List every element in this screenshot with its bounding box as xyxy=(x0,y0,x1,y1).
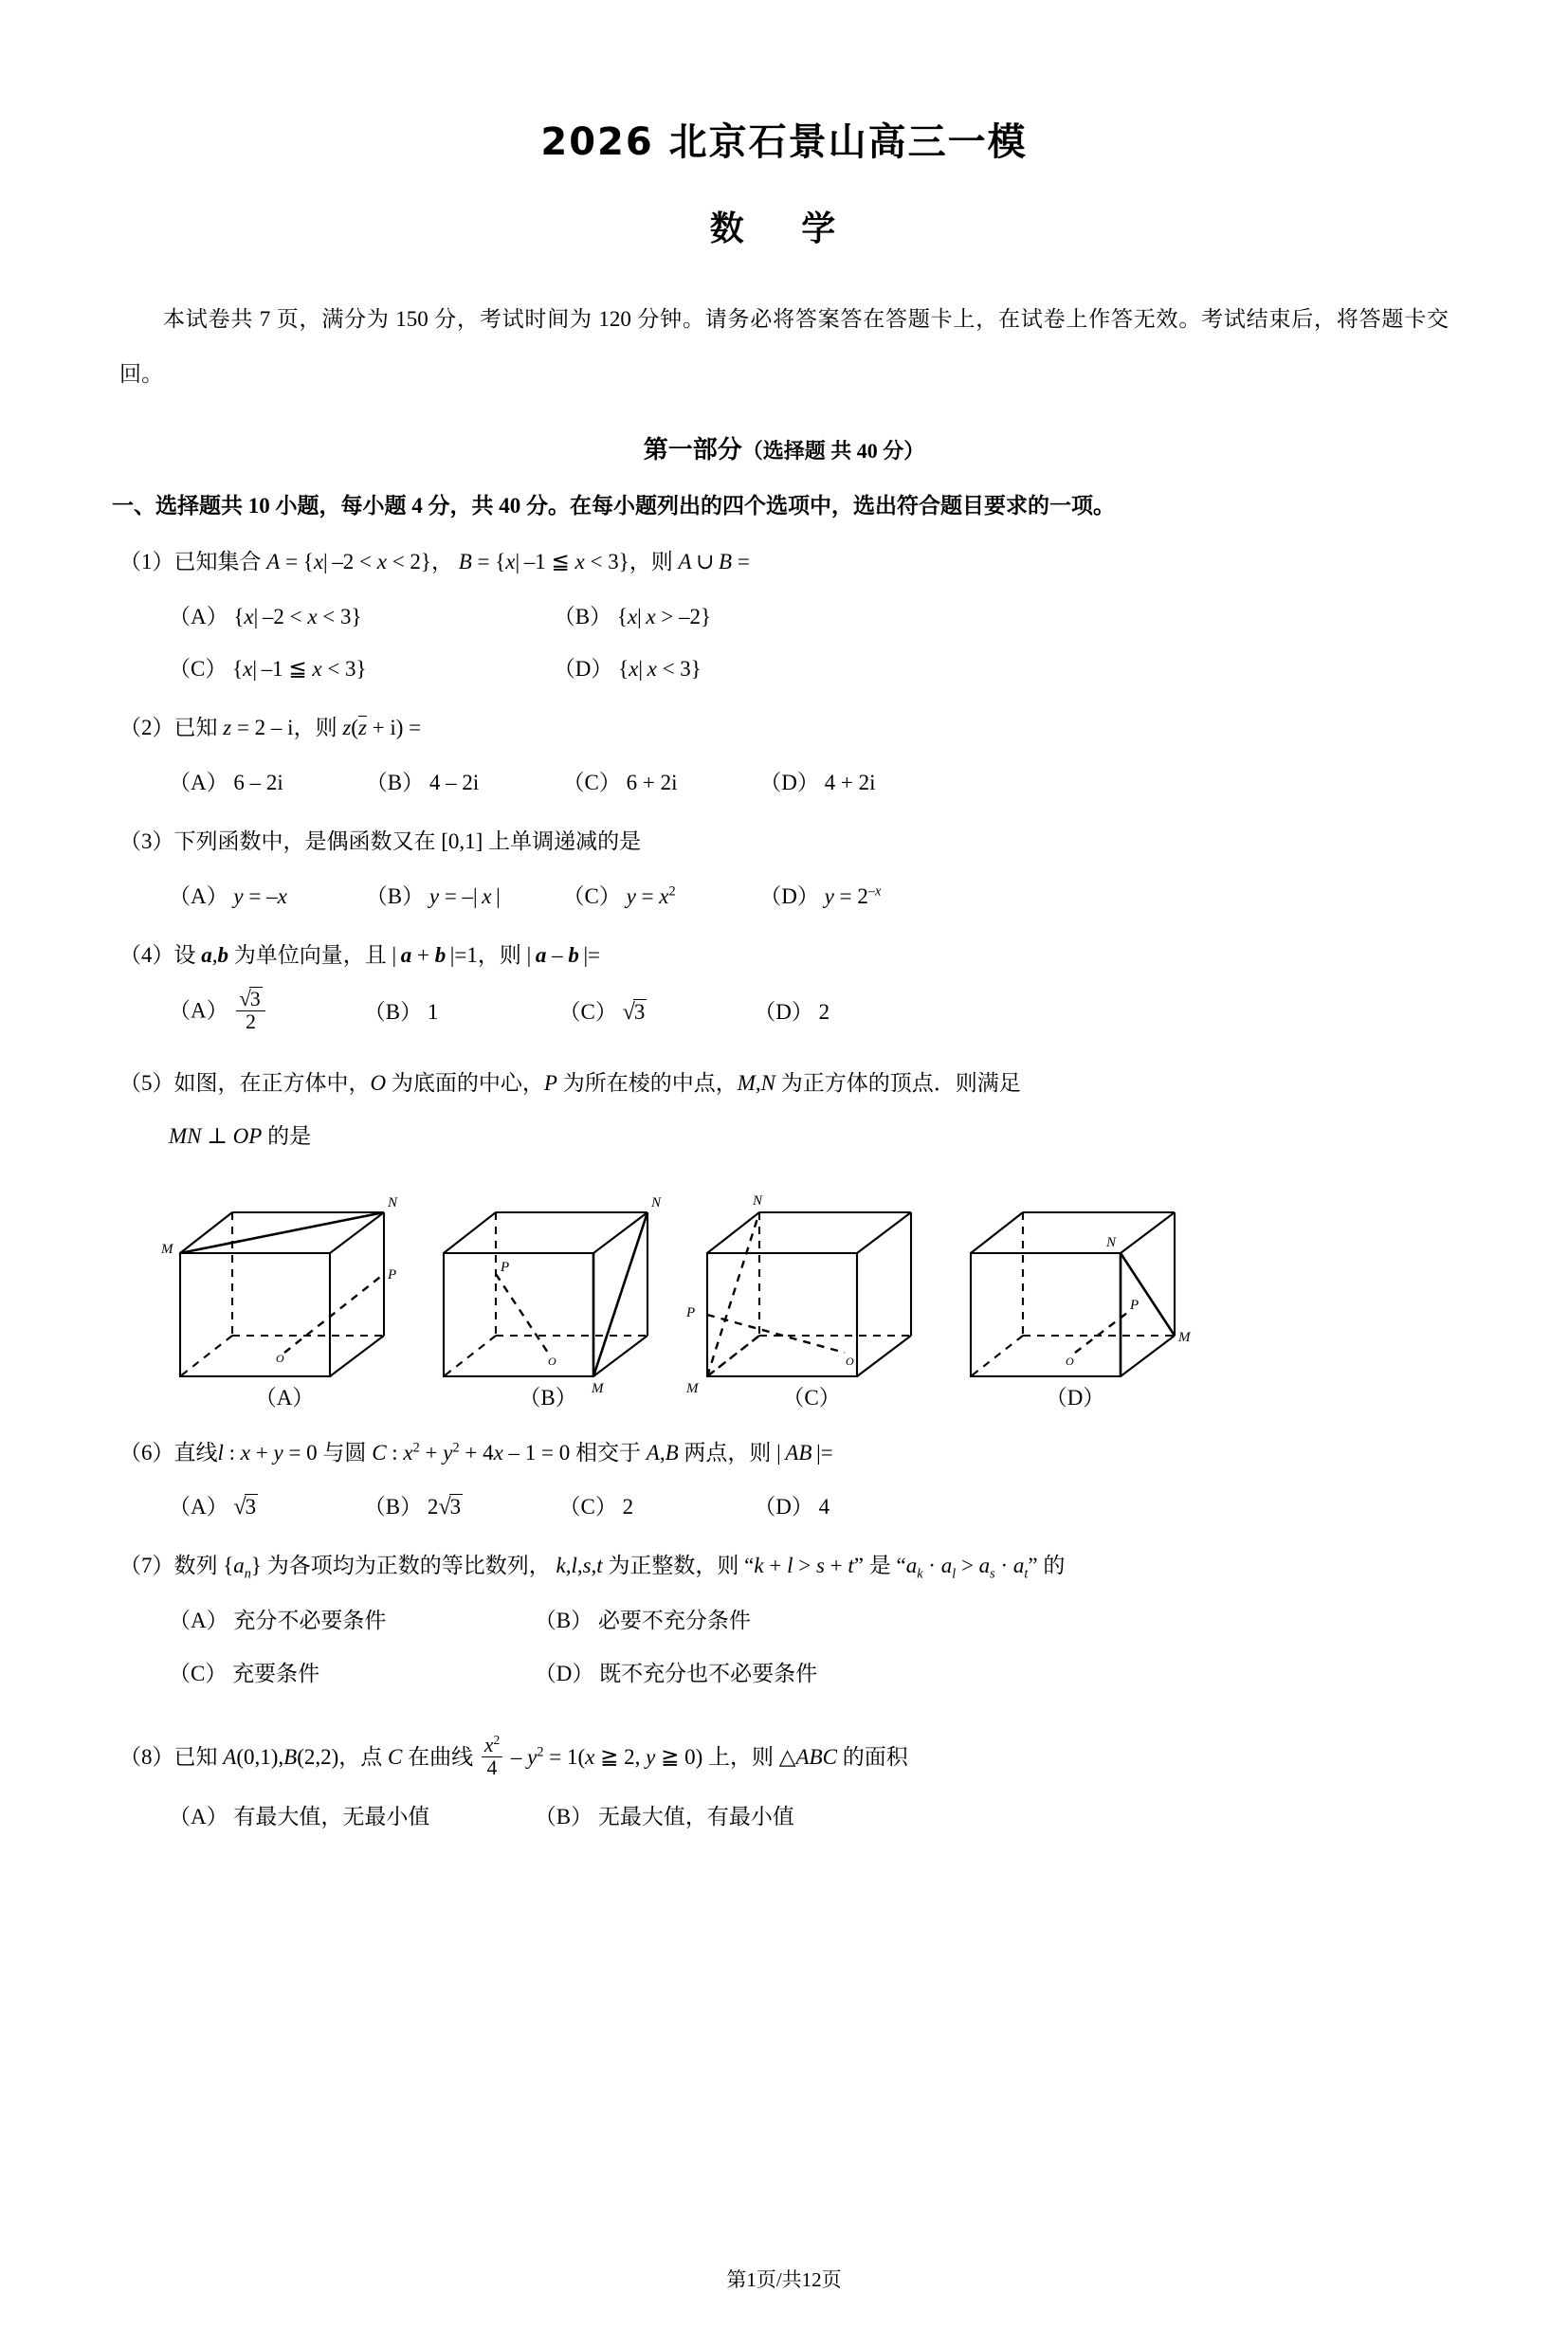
question-8 xyxy=(0,1732,1568,1836)
label-N: N xyxy=(388,1194,398,1210)
question-3-stem: （3）下列函数中，是偶函数又在 [0,1] 上单调递减的是 xyxy=(119,829,642,854)
option-7-C[interactable]: （C） 充要条件 xyxy=(169,1661,320,1685)
label-N: N xyxy=(753,1192,763,1209)
question-2-number: （2） xyxy=(119,716,174,740)
option-1-D[interactable]: （D） {x| x < 3} xyxy=(553,657,702,682)
label-M: M xyxy=(161,1241,173,1257)
option-2-C[interactable]: （C） 6 + 2i xyxy=(562,771,678,795)
label-N: N xyxy=(651,1194,662,1210)
option-7-B[interactable]: （B） 必要不充分条件 xyxy=(534,1609,751,1633)
question-5 xyxy=(0,1064,1568,1155)
option-2-D[interactable]: （D） 4 + 2i xyxy=(759,771,876,795)
option-7-D[interactable]: （D） 既不充分也不必要条件 xyxy=(534,1661,818,1685)
question-1-stem: （1）已知集合 A = {x| –2 < x < 2}， B = {x| –1 ≦ x < 3}，则 A ∪ B = xyxy=(119,550,750,573)
question-3-number: （3） xyxy=(119,829,174,854)
label-O: O xyxy=(548,1354,556,1368)
option-6-B[interactable]: （B） 2√3 xyxy=(363,1494,462,1520)
figure-A-caption: （A） xyxy=(254,1385,315,1410)
label-P: P xyxy=(686,1304,696,1320)
label-M: M xyxy=(686,1380,699,1396)
option-1-A[interactable]: （A） {x| –2 < x < 3} xyxy=(169,604,362,628)
figure-D-caption: （D） xyxy=(1045,1385,1105,1410)
question-2-stem: （2）已知 z = 2 – i，则 z(z + i) = xyxy=(119,716,422,740)
part-one-label: 第一部分 xyxy=(643,436,742,464)
option-2-B[interactable]: （B） 4 – 2i xyxy=(365,771,480,795)
question-7 xyxy=(0,1547,1568,1692)
option-4-A[interactable]: （A） $\frac{√3}{2}$ xyxy=(169,990,358,1036)
figure-B-caption: （B） xyxy=(519,1385,577,1410)
label-P: P xyxy=(1130,1297,1140,1313)
question-1-options xyxy=(119,596,1464,688)
option-8-B[interactable]: （B） 无最大值，有最小值 xyxy=(534,1805,794,1829)
figure-C xyxy=(669,1173,954,1411)
question-6 xyxy=(0,1434,1568,1527)
part-one-sublabel: （选择题 共 40 分） xyxy=(741,439,925,463)
option-row xyxy=(169,876,1464,916)
question-8-stem: （8）已知 A(0,1),B(2,2)，点 C 在曲线 $\frac{x^2}{4}$ – $y^2 = 1(x$ ≧ 2, y ≧ 0) 上，则 △ABC 的面积 xyxy=(119,1732,908,1780)
question-5-stem-line2: MN ⊥ OP 的是 xyxy=(169,1123,312,1148)
question-2 xyxy=(0,709,1568,802)
option-4-B[interactable]: （B） 1 xyxy=(363,1000,439,1025)
label-P: P xyxy=(388,1266,397,1283)
question-5-stem: （5）如图，在正方体中，O 为底面的中心，P 为所在棱的中点，M,N 为正方体的顶点．则满足 xyxy=(119,1070,1021,1095)
option-1-C[interactable]: （C） {x| –1 ≦ x < 3} xyxy=(169,657,367,682)
figure-A xyxy=(142,1173,427,1411)
label-M: M xyxy=(592,1380,604,1396)
label-N: N xyxy=(1106,1234,1117,1250)
cube-diagram-A xyxy=(142,1173,427,1372)
question-1 xyxy=(0,543,1568,688)
option-row xyxy=(169,596,1464,636)
option-row xyxy=(169,1487,1464,1527)
question-4-number: （4） xyxy=(119,942,174,967)
option-3-A[interactable]: （A） y = –x xyxy=(169,883,287,908)
option-3-C[interactable]: （C） $y = x^2$ xyxy=(562,883,676,908)
option-row xyxy=(169,986,1464,1036)
subject-title: 数 学 xyxy=(709,209,859,248)
option-6-D[interactable]: （D） 4 xyxy=(754,1495,830,1519)
question-8-number: （8） xyxy=(119,1745,174,1770)
option-row xyxy=(169,1600,1464,1640)
label-O: O xyxy=(276,1351,284,1365)
label-P: P xyxy=(501,1259,510,1275)
option-4-C[interactable]: （C） √3 xyxy=(558,999,646,1026)
question-6-number: （6） xyxy=(119,1440,174,1465)
page-footer: 第1页/共12页 xyxy=(726,2268,842,2291)
option-6-C[interactable]: （C） 2 xyxy=(558,1495,634,1519)
question-6-stem: （6）直线l : x + y = 0 与圆 C : $x^2 + y^2 + 4x - 1 = 0$ 相交于 A,B 两点，则 | AB |= xyxy=(119,1440,833,1465)
question-4 xyxy=(0,937,1568,1036)
label-O: O xyxy=(1066,1354,1074,1368)
option-4-D[interactable]: （D） 2 xyxy=(754,1000,830,1025)
label-M: M xyxy=(1178,1329,1191,1345)
option-row xyxy=(169,1653,1464,1693)
option-row xyxy=(169,649,1464,689)
section-one-lead: 一、选择题共 10 小题，每小题 4 分，共 40 分。在每小题列出的四个选项中，选出符合题目要求的一项。 xyxy=(112,494,1115,518)
exam-instructions: 本试卷共 7 页，满分为 150 分，考试时间为 120 分钟。请务必将答案答在答题卡上，在试卷上作答无效。考试结束后，将答题卡交回。 xyxy=(119,307,1449,386)
figure-C-caption: （C） xyxy=(782,1385,841,1410)
figure-B xyxy=(406,1173,690,1411)
figure-D xyxy=(933,1173,1217,1411)
question-4-stem: （4）设 a,b 为单位向量，且 | a + b |=1，则 | a – b |= xyxy=(119,942,601,967)
cube-diagram-C xyxy=(669,1173,954,1396)
question-8-options xyxy=(119,1797,1464,1837)
option-3-D[interactable]: （D） $y = 2^{-x}$ xyxy=(759,883,882,908)
question-5-number: （5） xyxy=(119,1070,174,1095)
cube-diagram-B xyxy=(406,1173,690,1396)
question-6-options xyxy=(119,1487,1464,1527)
question-4-options xyxy=(119,986,1464,1036)
question-7-number: （7） xyxy=(119,1554,174,1578)
option-6-A[interactable]: （A） √3 xyxy=(169,1494,257,1520)
question-7-stem: （7）数列 $\{a_n\}$ 为各项均为正数的等比数列， k,l,s,t 为正整数，则 “k + l > s + t” 是 “$a_k \cdot a_l > a_s \cdot a_t$” 的 xyxy=(119,1554,1066,1583)
option-8-A[interactable]: （A） 有最大值，无最小值 xyxy=(169,1805,430,1829)
option-1-B[interactable]: （B） {x| x > –2} xyxy=(553,604,712,628)
page-title: 2026 北京石景山高三一模 xyxy=(540,120,1028,164)
question-2-options xyxy=(119,762,1464,802)
option-2-A[interactable]: （A） 6 – 2i xyxy=(169,771,283,795)
option-3-B[interactable]: （B） y = –| x | xyxy=(365,883,501,908)
question-3-options xyxy=(119,876,1464,916)
cube-diagram-D xyxy=(933,1173,1217,1372)
label-O: O xyxy=(846,1354,854,1368)
part-one-title xyxy=(0,430,1568,465)
option-7-A[interactable]: （A） 充分不必要条件 xyxy=(169,1609,387,1633)
question-1-number: （1） xyxy=(119,550,174,573)
option-row xyxy=(169,762,1464,802)
exam-page xyxy=(0,112,1568,2329)
question-5-figures xyxy=(0,1173,1568,1411)
option-row xyxy=(169,1797,1464,1837)
question-7-options xyxy=(119,1600,1464,1692)
question-3 xyxy=(0,823,1568,916)
